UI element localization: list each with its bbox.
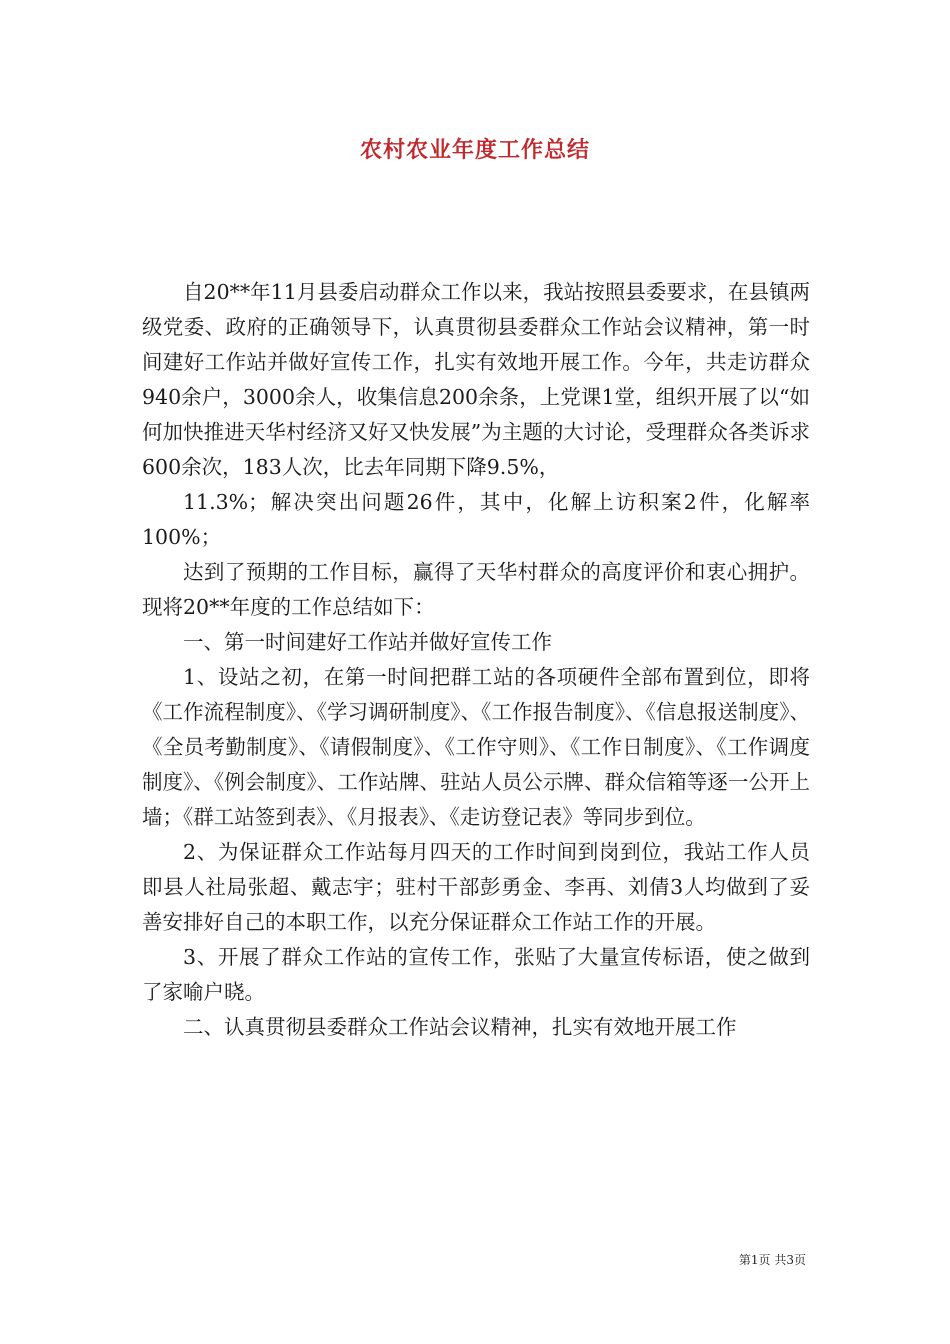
paragraph-stats: 11.3%；解决突出问题26件，其中，化解上访积案2件，化解率100%；	[142, 490, 810, 549]
document-title: 农村农业年度工作总结	[359, 138, 590, 163]
section-heading-1: 一、第一时间建好工作站并做好宣传工作	[183, 630, 552, 654]
paragraph-item-1: 1、设站之初，在第一时间把群工站的各项硬件全部布置到位，即将《工作流程制度》、《学习调研制度》、《工作报告制度》、《信息报送制度》、《全员考勤制度》、《请假制度》、《工作守则》、《工作日制度》、《工作调度制度》、《例会制度》、工作站牌、驻站人员公示牌、群众信箱等逐一公开上墙；《群工站签到表》、《月报表》、《走访登记表》等同步到位。	[142, 665, 810, 829]
paragraph-goal: 达到了预期的工作目标，赢得了天华村群众的高度评价和衷心拥护。现将20**年度的工作总结如下：	[142, 560, 810, 619]
section-heading-2: 二、认真贯彻县委群众工作站会议精神，扎实有效地开展工作	[183, 1015, 737, 1039]
paragraph-item-2: 2、为保证群众工作站每月四天的工作时间到岗到位，我站工作人员即县人社局张超、戴志宇；驻村干部彭勇金、李再、刘倩3人均做到了妥善安排好自己的本职工作，以充分保证群众工作站工作的开展。	[142, 840, 810, 934]
page-number: 第1页 共3页	[738, 1253, 806, 1267]
document-body	[142, 275, 810, 1045]
paragraph-intro: 自20**年11月县委启动群众工作以来，我站按照县委要求，在县镇两级党委、政府的正确领导下，认真贯彻县委群众工作站会议精神，第一时间建好工作站并做好宣传工作，扎实有效地开展工作。今年，共走访群众940余户，3000余人，收集信息200余条，上党课1堂，组织开展了以“如何加快推进天华村经济又好又快发展”为主题的大讨论，受理群众各类诉求600余次，183人次，比去年同期下降9.5%，	[142, 280, 810, 479]
paragraph-item-3: 3、开展了群众工作站的宣传工作，张贴了大量宣传标语，使之做到了家喻户晓。	[142, 945, 810, 1004]
